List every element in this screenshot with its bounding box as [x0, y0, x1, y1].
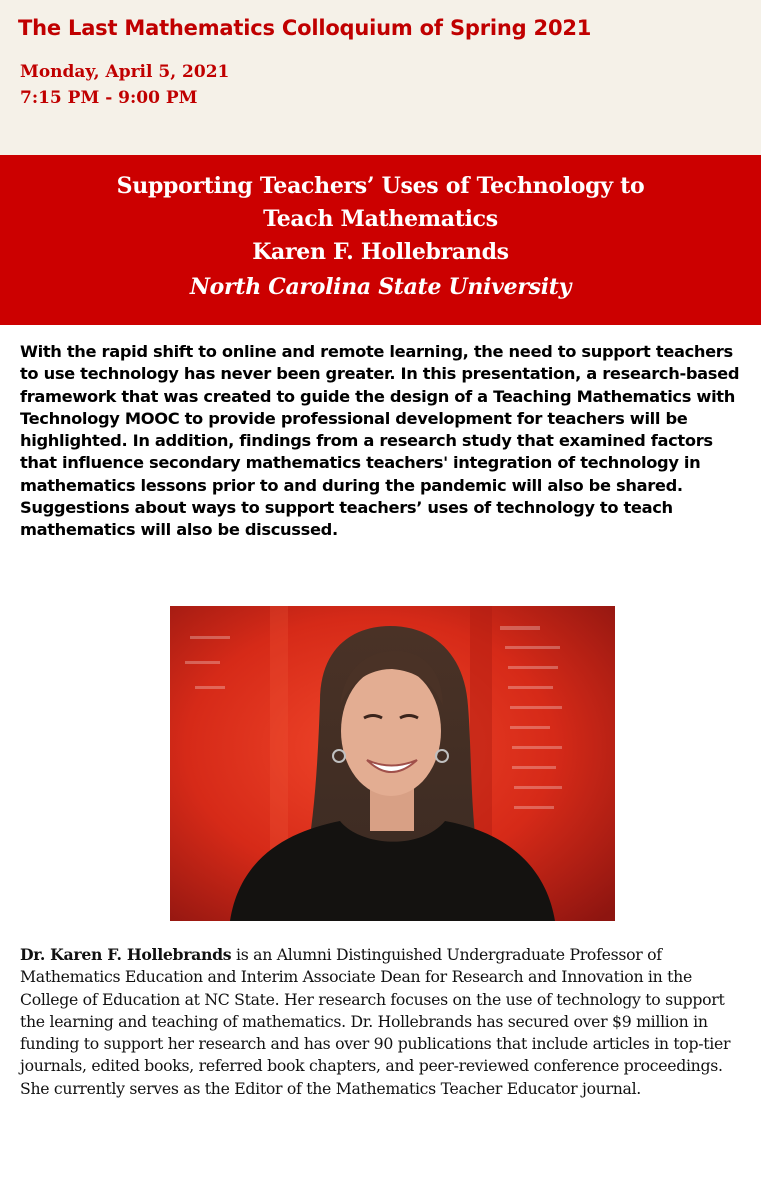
- event-time: 7:15 PM - 9:00 PM: [20, 88, 198, 108]
- bio-text: is an Alumni Distinguished Undergraduate Professor of Mathematics Education and Interim Associate Dean for Research and Innovation in the College of Education at NC State. Her research focuses on the use of technology to support the learning and teaching of mathematics. Dr. Hollebrands has secured over $9 million in funding to support her research and has over 90 publications that include articles in top-tier journals, edited books, referred book chapters, and peer-reviewed conference proceedings. She currently serves as the Editor of the Mathematics Teacher Educator journal.: [20, 945, 731, 1098]
- bio-speaker-name: Dr. Karen F. Hollebrands: [20, 945, 232, 964]
- talk-title-line-1: Supporting Teachers’ Uses of Technology to: [116, 173, 645, 199]
- talk-banner: [0, 155, 761, 325]
- talk-abstract: With the rapid shift to online and remote learning, the need to support teachers to use technology has never been greater. In this presentation, a research-based framework that was created to guide the design of a Teaching Mathematics with Technology MOOC to provide professional development for teachers will be highlighted. In addition, findings from a research study that examined factors that influence secondary mathematics teachers' integration of technology in mathematics lessons prior to and during the pandemic will also be shared. Suggestions about ways to support teachers’ uses of technology to teach mathematics will also be discussed.: [20, 342, 740, 540]
- header: [0, 0, 761, 155]
- event-title: The Last Mathematics Colloquium of Spring 2021: [18, 16, 592, 40]
- speaker-affiliation: North Carolina State University: [189, 274, 572, 300]
- event-date: Monday, April 5, 2021: [20, 62, 230, 82]
- speaker-bio: [20, 944, 745, 1100]
- speaker-name: Karen F. Hollebrands: [252, 239, 509, 265]
- talk-title-line-2: Teach Mathematics: [263, 206, 498, 232]
- speaker-photo: [170, 606, 615, 921]
